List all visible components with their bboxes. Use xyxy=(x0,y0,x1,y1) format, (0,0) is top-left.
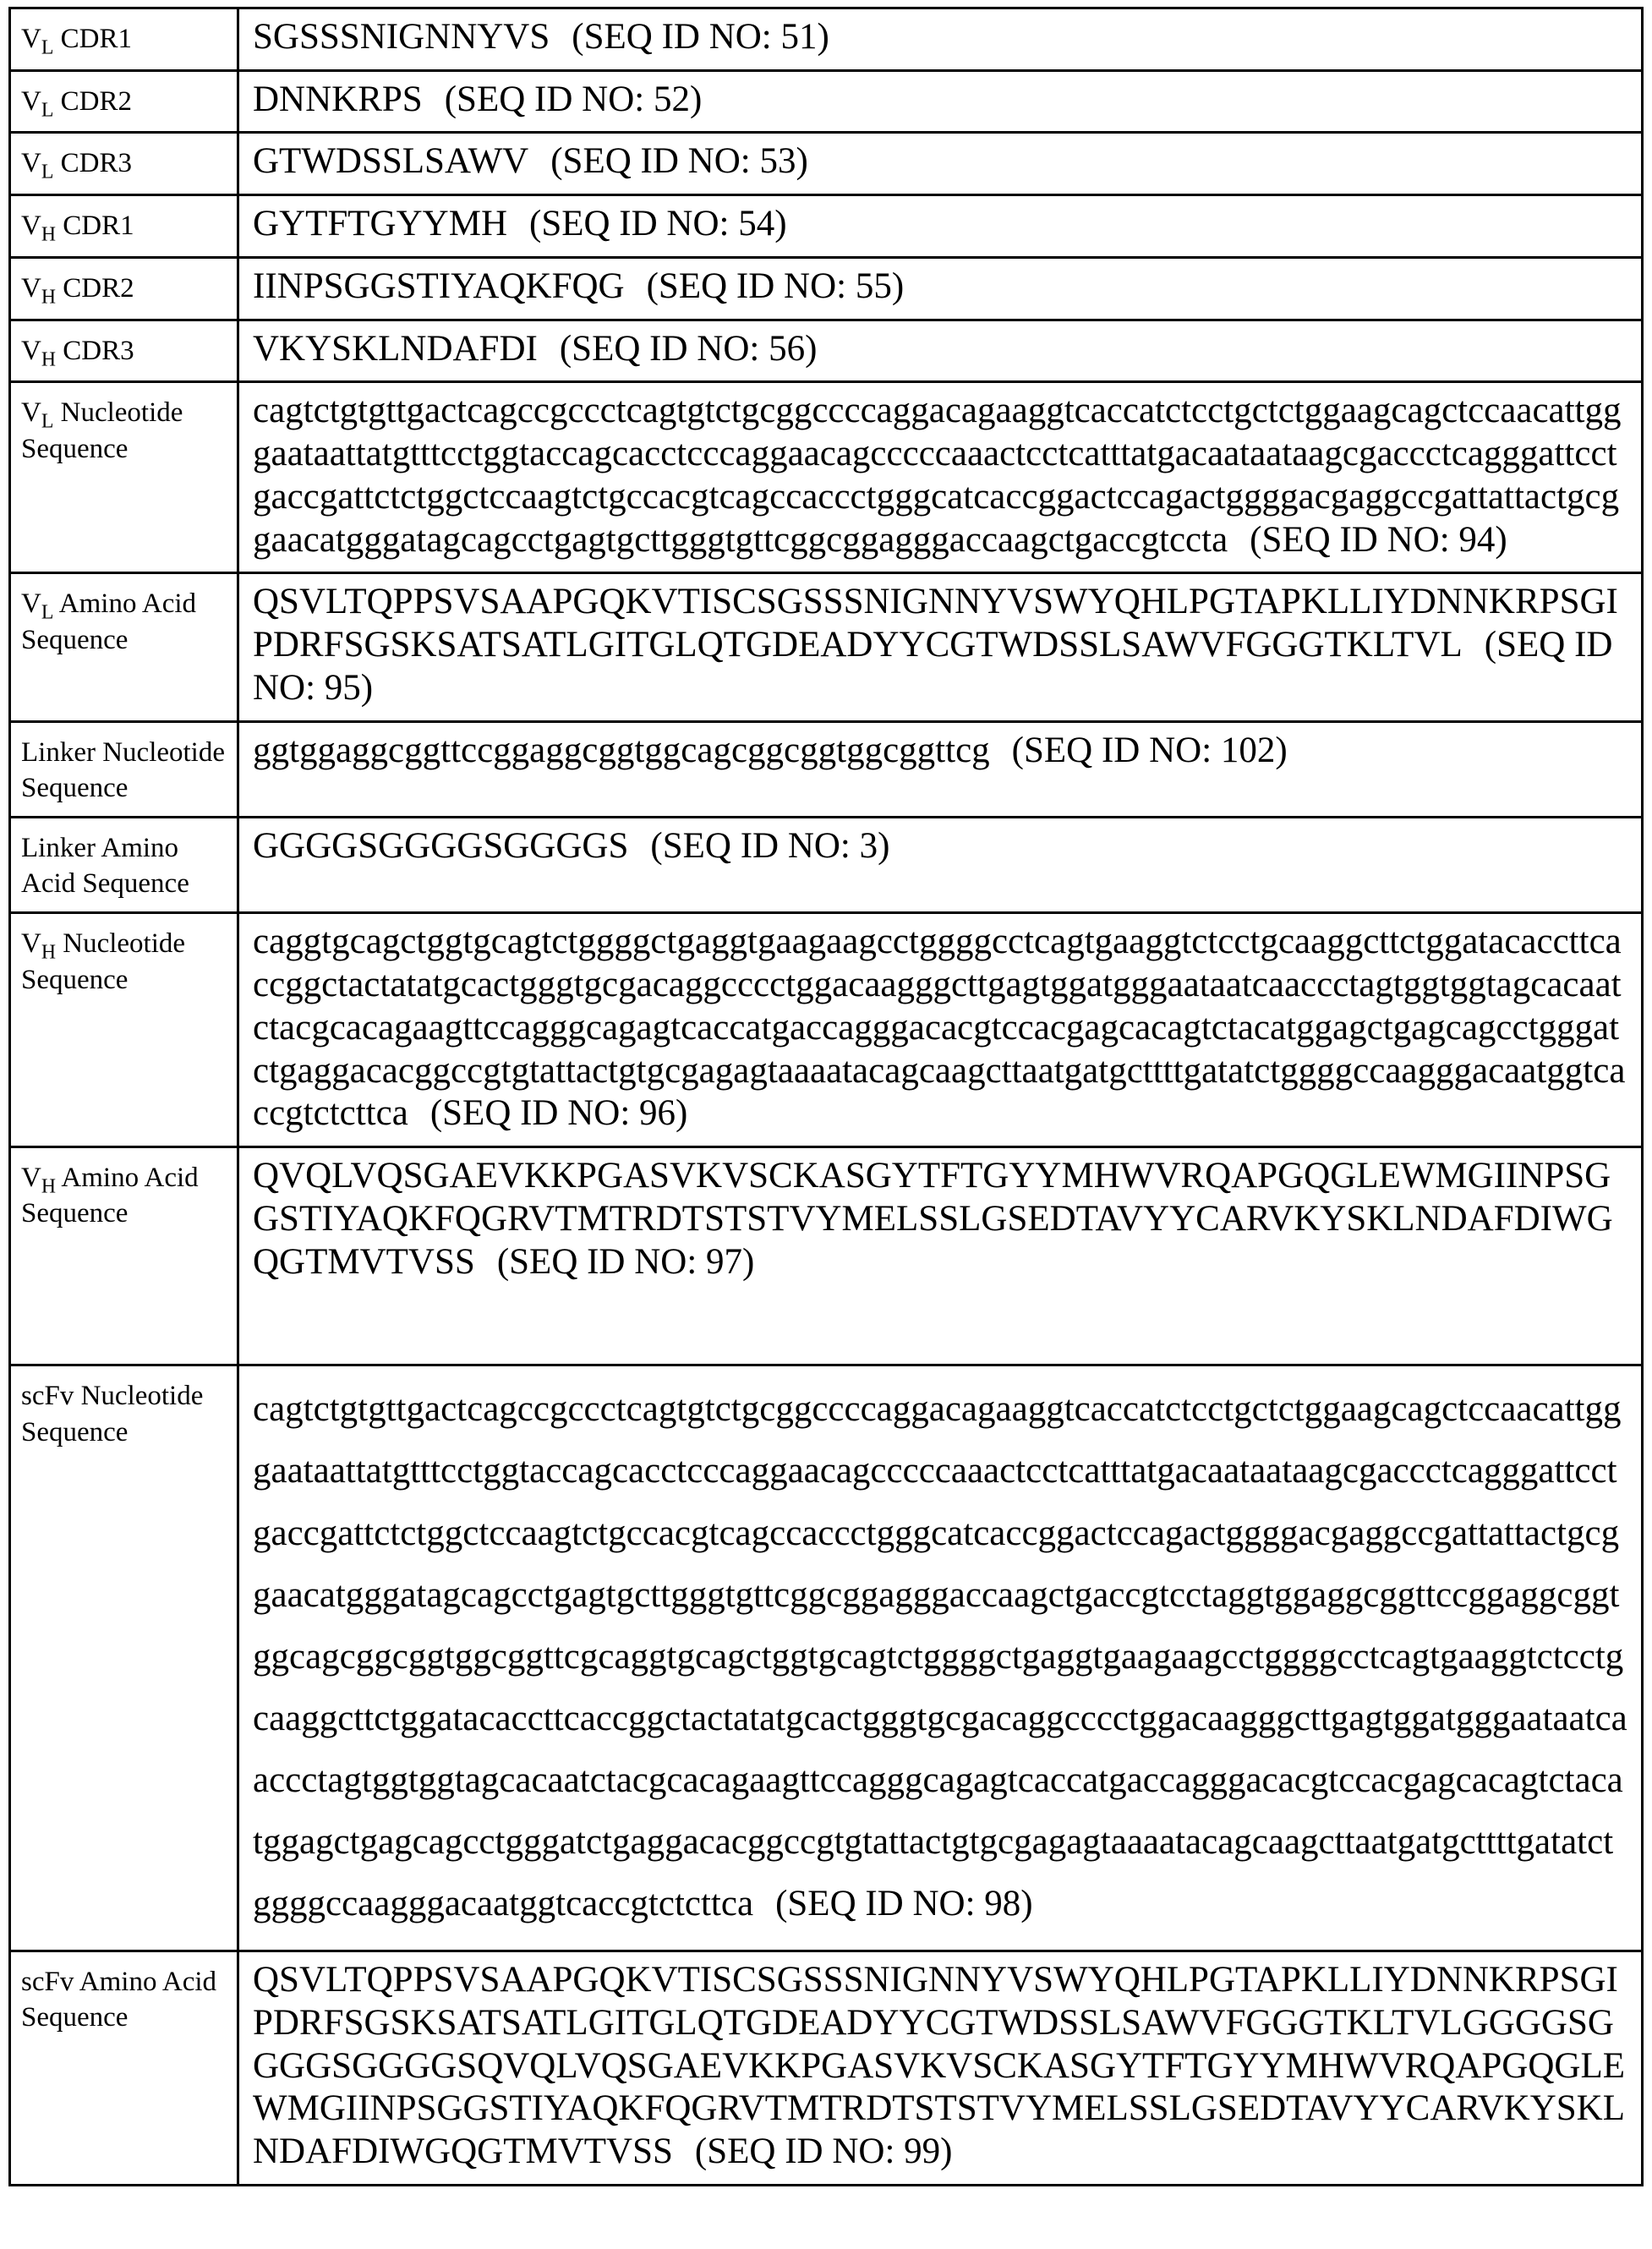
row-label-text: CDR3 xyxy=(53,148,132,179)
sequence-text: SGSSSNIGNNYVS xyxy=(253,17,550,57)
table-row xyxy=(10,133,1643,195)
seq-id-label: (SEQ ID NO: 56) xyxy=(559,328,818,369)
row-value xyxy=(238,382,1643,573)
row-value xyxy=(238,133,1643,195)
table-row xyxy=(10,257,1643,320)
row-label-subscript: L xyxy=(41,411,54,433)
sequence-text: DNNKRPS xyxy=(253,79,423,119)
table-row xyxy=(10,1147,1643,1365)
sequence-text: caggtgcagctggtgcagtctggggctgaggtgaagaagcctggggcctcagtgaaggtctcctgcaaggcttctggatacaccttcaccggctactatatgcactgggtgcgacaggcccctggacaagggcttgagtggatgggaataatcaaccctagtggtggtagcacaatctacgcacagaagttccagggcagagtcaccatgaccagggacacgtccacgagcacagtctacatggagctgagcagcctgggatctgaggacacggccgtgtattactgtgcgagagtaaaatacagcaagcttaatgatgcttttgatatctggggccaagggacaatggtcaccgtctcttca xyxy=(253,922,1626,1134)
sequence-text: cagtctgtgttgactcagccgccctcagtgtctgcggccccaggacagaaggtcaccatctcctgctctggaagcagctccaacattgggaataattatgtttcctggtaccagcacctcccaggaacagcccccaaactcctcatttatgacaataataagcgaccctcagggattcctgaccgattctctggctccaagtctgccacgtcagccaccctgggcatcaccggactccagactggggacgaggccgattattactgcggaacatgggatagcagcctgagtgcttgggtgttcggcggagggaccaagctgaccgtcctaggtggaggcggttccggaggcggtggcagcggcggtggcggttcgcaggtgcagctggtgcagtctggggctgaggtgaagaagcctggggcctcagtgaaggtctcctgcaaggcttctggatacaccttcaccggctactatatgcactgggtgcgacaggcccctggacaagggcttgagtggatgggaataatcaaccctagtggtggtagcacaatctacgcacagaagttccagggcagagtcaccatgaccagggacacgtccacgagcacagtctacatggagctgagcagcctgggatctgaggacacggccgtgtattactgtgcgagagtaaaatacagcaagcttaatgatgcttttgatatctggggccaagggacaatggtcaccgtctcttca xyxy=(253,1389,1627,1924)
row-label xyxy=(10,1951,238,2186)
seq-id-label: (SEQ ID NO: 95) xyxy=(253,625,1613,708)
seq-id-label: (SEQ ID NO: 52) xyxy=(444,79,703,119)
table-row xyxy=(10,70,1643,133)
row-value xyxy=(238,257,1643,320)
row-value xyxy=(238,721,1643,817)
seq-id-label: (SEQ ID NO: 55) xyxy=(646,265,905,306)
table-row xyxy=(10,8,1643,71)
row-label xyxy=(10,721,238,817)
seq-id-label: (SEQ ID NO: 98) xyxy=(775,1884,1033,1924)
row-label-subscript: L xyxy=(41,99,54,122)
table-row xyxy=(10,382,1643,573)
row-label-subscript: H xyxy=(41,348,56,371)
row-label-subscript: L xyxy=(41,601,54,624)
row-label xyxy=(10,70,238,133)
row-label-text: CDR1 xyxy=(53,24,132,54)
sequence-text: QSVLTQPPSVSAAPGQKVTISCSGSSSNIGNNYVSWYQHLPGTAPKLLIYDNNKRPSGIPDRFSGSKSATSATLGITGLQTGDEADYYCGTWDSSLSAWVFGGGTKLTVLGGGGSGGGGSGGGGSQVQLVQSGAEVKKPGASVKVSCKASGYTFTGYYMHWVRQAPGQGLEWMGIINPSGGSTIYAQKFQGRVTMTRDTSTSTVYMELSSLGSEDTAVYYCARVKYSKLNDAFDIWGQGTMVTVSS xyxy=(253,1960,1625,2172)
row-label-text: V xyxy=(21,1163,41,1194)
seq-id-label: (SEQ ID NO: 94) xyxy=(1250,519,1507,560)
seq-id-label: (SEQ ID NO: 96) xyxy=(429,1093,688,1134)
sequence-text: QVQLVQSGAEVKKPGASVKVSCKASGYTFTGYYMHWVRQAPGQGLEWMGIINPSGGSTIYAQKFQGRVTMTRDTSTSTVYMELSSLGSEDTAVYYCARVKYSKLNDAFDIWGQGTMVTVSS xyxy=(253,1156,1613,1282)
row-label-subscript: H xyxy=(41,1175,56,1198)
row-label xyxy=(10,382,238,573)
row-label-text: Linker Amino Acid Sequence xyxy=(21,833,189,900)
row-label-text: Linker Nucleotide Sequence xyxy=(21,736,225,803)
row-label-text: scFv Nucleotide Sequence xyxy=(21,1381,204,1447)
row-label-text: scFv Amino Acid Sequence xyxy=(21,1967,217,2033)
table-row xyxy=(10,721,1643,817)
seq-id-label: (SEQ ID NO: 97) xyxy=(496,1241,755,1282)
row-label-text: V xyxy=(21,85,41,117)
seq-id-label: (SEQ ID NO: 99) xyxy=(694,2131,953,2172)
row-value xyxy=(238,573,1643,721)
row-label-text: CDR1 xyxy=(56,211,134,242)
row-value xyxy=(238,1365,1643,1951)
table-row xyxy=(10,320,1643,382)
row-label xyxy=(10,1147,238,1365)
table-row xyxy=(10,1951,1643,2186)
sequence-table xyxy=(8,7,1644,2186)
sequence-text: GTWDSSLSAWV xyxy=(253,141,529,182)
row-label-text: V xyxy=(21,272,41,304)
table-row xyxy=(10,818,1643,913)
row-label-text: Amino Acid Sequence xyxy=(21,588,197,655)
row-label-text: V xyxy=(21,335,41,366)
row-label-text: CDR3 xyxy=(56,335,134,366)
row-value xyxy=(238,8,1643,71)
row-value xyxy=(238,1147,1643,1365)
row-value xyxy=(238,1951,1643,2186)
row-label xyxy=(10,573,238,721)
sequence-text: GYTFTGYYMH xyxy=(253,204,507,244)
table-row xyxy=(10,913,1643,1147)
row-label-text: V xyxy=(21,211,41,242)
row-label-subscript: H xyxy=(41,223,56,246)
row-label xyxy=(10,913,238,1147)
row-label xyxy=(10,1365,238,1951)
row-value xyxy=(238,70,1643,133)
row-label-subscript: L xyxy=(41,161,54,184)
row-label xyxy=(10,195,238,258)
sequence-text: cagtctgtgttgactcagccgccctcagtgtctgcggccccaggacagaaggtcaccatctcctgctctggaagcagctccaacattgggaataattatgtttcctggtaccagcacctcccaggaacagcccccaaactcctcatttatgacaataataagcgaccctcagggattcctgaccgattctctggctccaagtctgccacgtcagccaccctgggcatcaccggactccagactggggacgaggccgattattactgcggaacatgggatagcagcctgagtgcttgggtgttcggcggagggaccaagctgaccgtccta xyxy=(253,391,1622,560)
row-label-text: V xyxy=(21,148,41,179)
row-label-text: V xyxy=(21,397,41,429)
row-label-text: Amino Acid Sequence xyxy=(21,1163,199,1229)
row-label-text: V xyxy=(21,928,41,960)
table-row xyxy=(10,195,1643,258)
sequence-text: QSVLTQPPSVSAAPGQKVTISCSGSSSNIGNNYVSWYQHLPGTAPKLLIYDNNKRPSGIPDRFSGSKSATSATLGITGLQTGDEADYYCGTWDSSLSAWVFGGGTKLTVL xyxy=(253,582,1618,665)
row-value xyxy=(238,913,1643,1147)
seq-id-label: (SEQ ID NO: 54) xyxy=(529,204,787,244)
row-label-text: Nucleotide Sequence xyxy=(21,928,186,995)
row-label xyxy=(10,133,238,195)
row-label-text: CDR2 xyxy=(56,272,134,304)
table-row xyxy=(10,573,1643,721)
row-label xyxy=(10,320,238,382)
row-label-text: CDR2 xyxy=(53,85,132,117)
seq-id-label: (SEQ ID NO: 51) xyxy=(572,17,829,57)
sequence-text: IINPSGGSTIYAQKFQG xyxy=(253,265,625,306)
row-label-subscript: L xyxy=(41,36,54,59)
row-label-text: V xyxy=(21,24,41,54)
row-label-text: Nucleotide Sequence xyxy=(21,397,183,464)
table-row xyxy=(10,1365,1643,1951)
sequence-text: GGGGSGGGGSGGGGS xyxy=(253,826,629,867)
seq-id-label: (SEQ ID NO: 3) xyxy=(650,826,890,867)
row-label-subscript: H xyxy=(41,942,56,965)
sequence-table-body xyxy=(10,8,1643,2186)
row-label-text: V xyxy=(21,588,41,620)
row-value xyxy=(238,320,1643,382)
seq-id-label: (SEQ ID NO: 102) xyxy=(1011,730,1288,770)
row-label xyxy=(10,257,238,320)
seq-id-label: (SEQ ID NO: 53) xyxy=(550,141,808,182)
row-label xyxy=(10,8,238,71)
row-label-subscript: H xyxy=(41,286,56,309)
row-value xyxy=(238,195,1643,258)
row-value xyxy=(238,818,1643,913)
sequence-text: VKYSKLNDAFDI xyxy=(253,328,538,369)
row-label xyxy=(10,818,238,913)
sequence-text: ggtggaggcggttccggaggcggtggcagcggcggtggcggttcg xyxy=(253,730,990,770)
